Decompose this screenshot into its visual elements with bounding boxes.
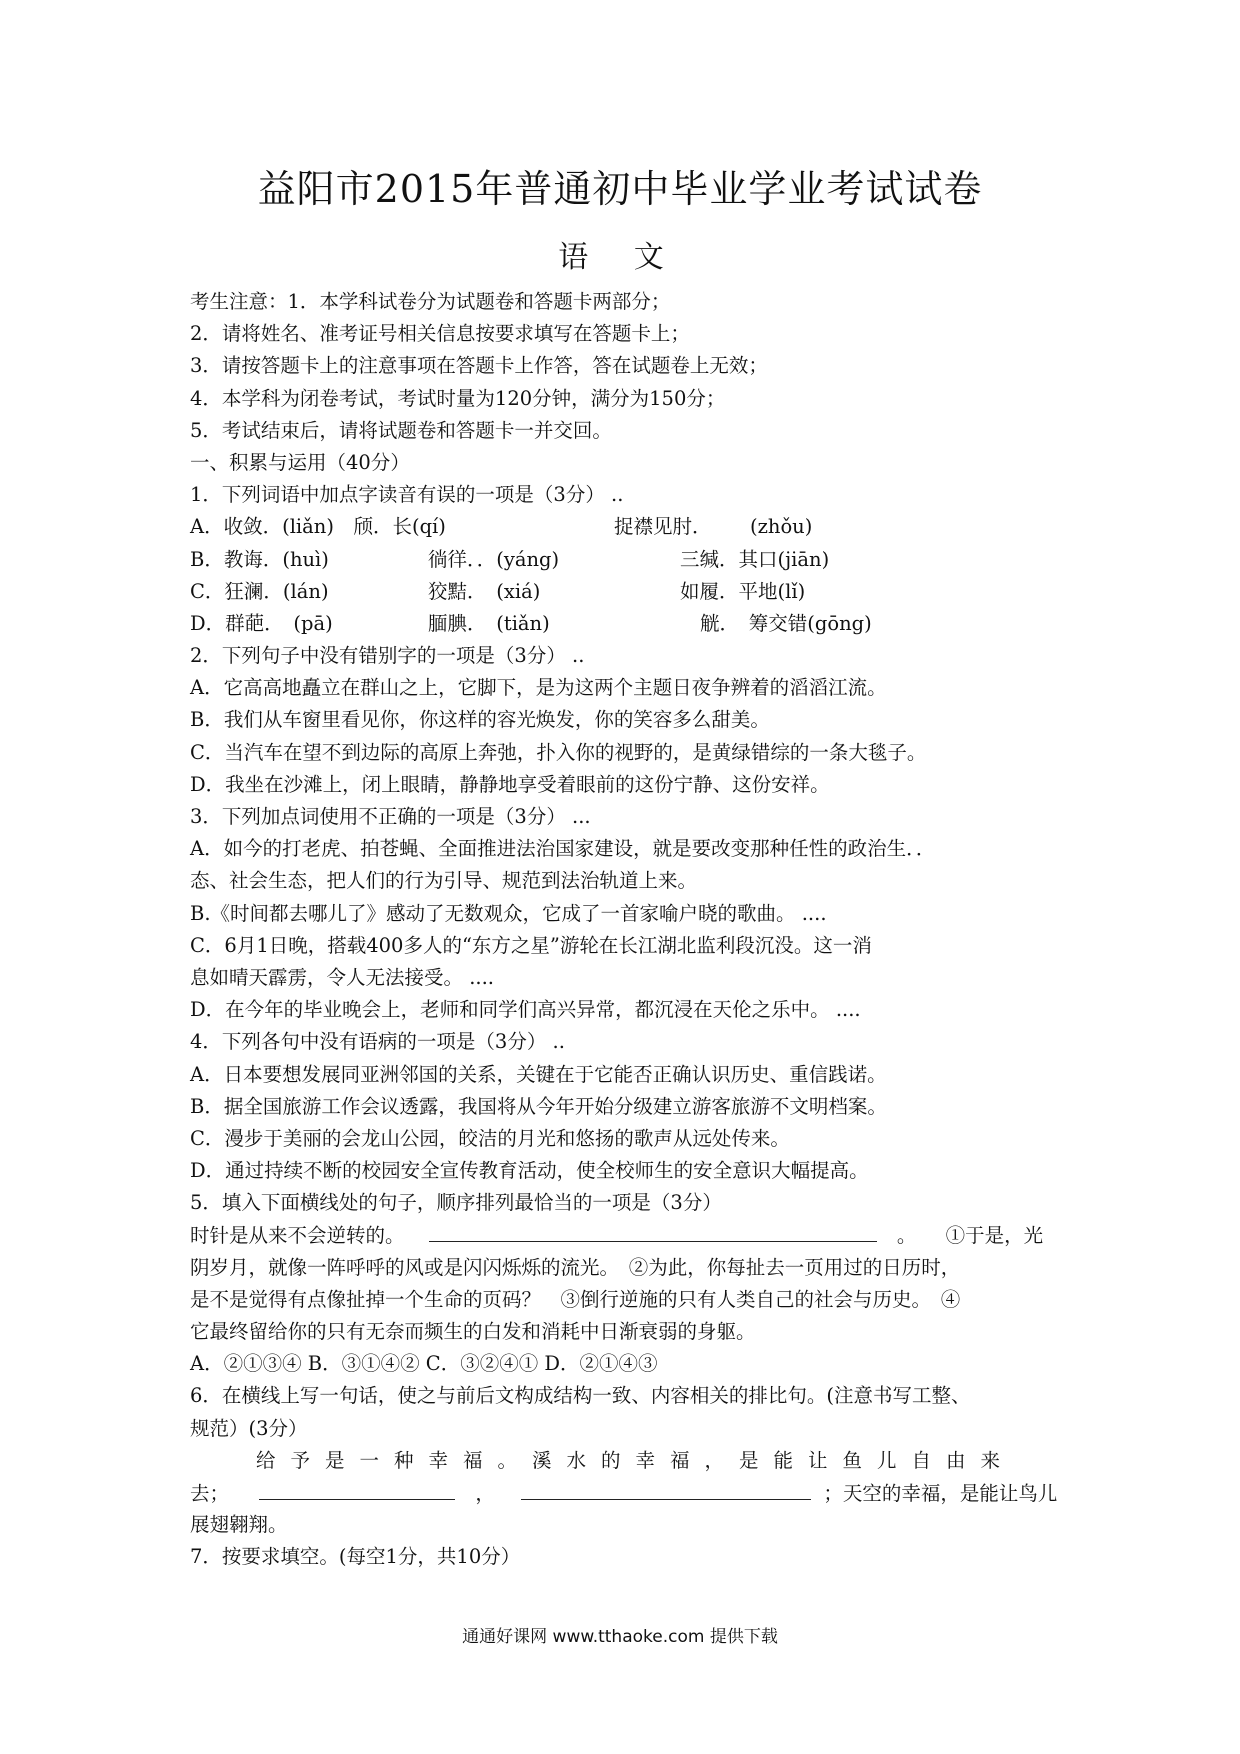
- question-5-line: 它最终留给你的只有无奈而频生的白发和消耗中日渐衰弱的身躯。: [190, 1320, 756, 1343]
- question-4-option: D．通过持续不断的校园安全宣传教育活动，使全校师生的安全意识大幅提高。: [190, 1159, 869, 1183]
- question-3-line: B.《时间都去哪儿了》感动了无数观众，它成了一首家喻户晓的歌曲。 ....: [190, 901, 827, 925]
- option-part: 徜徉．．(yáng): [428, 547, 560, 571]
- exam-content: [190, 286, 1062, 1574]
- section-heading: 一、积累与运用（40分）: [190, 450, 410, 474]
- question-5-stem: 5．填入下面横线处的句子，顺序排列最恰当的一项是（3分）: [190, 1191, 722, 1215]
- option-part: 腼腆． (tiǎn): [428, 611, 550, 635]
- option-part: B．教诲．(huì): [190, 547, 329, 571]
- notice-line: 5．考试结束后，请将试题卷和答题卡一并交回。: [190, 418, 612, 442]
- question-2-option: D．我坐在沙滩上，闭上眼睛，静静地享受着眼前的这份宁静、这份安祥。: [190, 772, 830, 796]
- question-6-paragraph: 展翅翱翔。: [190, 1513, 288, 1537]
- option-part: 狡黠． (xiá): [428, 579, 541, 603]
- question-2-option: A．它高高地矗立在群山之上，它脚下，是为这两个主题日夜争辨着的滔滔江流。: [190, 676, 887, 700]
- answer-blank[interactable]: [429, 1219, 877, 1242]
- question-5-line: 阴岁月，就像一阵呼呼的风或是闪闪烁烁的流光。 ②为此，你每扯去一页用过的日历时，: [190, 1255, 961, 1279]
- question-3-line: A．如今的打老虎、拍苍蝇、全面推进法治国家建设，就是要改变那种任性的政治生．．: [190, 837, 936, 861]
- notice-line: 2．请将姓名、准考证号相关信息按要求填写在答题卡上；: [190, 322, 690, 346]
- answer-blank[interactable]: [521, 1477, 811, 1500]
- question-5-line: 是不是觉得有点像扯掉一个生命的页码？ ③倒行逆施的只有人类自己的社会与历史。 ④: [190, 1287, 961, 1311]
- footer-text: 通通好课网 www.tthaoke.com 提供下载: [462, 1627, 778, 1647]
- notice-line: 考生注意：1．本学科试卷分为试题卷和答题卡两部分；: [190, 290, 671, 313]
- question-3-line: D．在今年的毕业晚会上，老师和同学们高兴异常，都沉浸在天伦之乐中。 ....: [190, 998, 861, 1022]
- q6-text: ；天空的幸福，是能让鸟儿: [823, 1481, 1058, 1505]
- question-4-option: B．据全国旅游工作会议透露，我国将从今年开始分级建立游客旅游不文明档案。: [190, 1094, 887, 1118]
- question-5-line-with-blank: [190, 1219, 1062, 1251]
- option-part: A．收敛．(liǎn) 颀．长(qí): [190, 515, 446, 539]
- question-2-option: B．我们从车窗里看见你，你这样的容光焕发，你的笑容多么甜美。: [190, 708, 770, 732]
- question-1-option-a: [190, 511, 1062, 543]
- question-1-option-d: [190, 608, 1062, 640]
- question-6-paragraph: 给予是一种幸福。溪水的幸福，是能让鱼儿自由来: [256, 1448, 1016, 1472]
- q5-text: 。 ①于是，光: [896, 1224, 1044, 1248]
- question-3-stem: 3．下列加点词使用不正确的一项是（3分） ...: [190, 805, 591, 828]
- option-part: 三缄．其口(jiān): [680, 547, 830, 571]
- question-3-line: C．6月1日晚，搭载400多人的“东方之星”游轮在长江湖北监利段沉没。这一消: [190, 933, 872, 957]
- answer-blank[interactable]: [259, 1477, 455, 1500]
- option-part: (zhǒu): [750, 515, 813, 539]
- notice-line: 4．本学科为闭卷考试，考试时量为120分钟，满分为150分；: [190, 386, 726, 410]
- option-part: D．群葩． (pā): [190, 611, 333, 635]
- question-1-option-b: [190, 544, 1062, 576]
- question-6-line-with-blanks: [190, 1477, 1062, 1509]
- question-3-line: 态、社会生态，把人们的行为引导、规范到法治轨道上来。: [190, 869, 698, 893]
- notice-line: 3．请按答题卡上的注意事项在答题卡上作答，答在试题卷上无效；: [190, 354, 768, 378]
- question-6-stem: 6．在横线上写一句话，使之与前后文构成结构一致、内容相关的排比句。(注意书写工整、: [190, 1384, 971, 1408]
- option-part: C．狂澜．(lán): [190, 579, 329, 603]
- question-2-option: C．当汽车在望不到边际的高原上奔弛，扑入你的视野的，是黄绿错综的一条大毯子。: [190, 740, 927, 764]
- question-4-stem: 4．下列各句中没有语病的一项是（3分） ..: [190, 1030, 565, 1054]
- option-part: 觥． 筹交错(gōng): [700, 611, 872, 635]
- option-part: 如履．平地(lǐ): [680, 579, 806, 603]
- question-7-stem: 7．按要求填空。(每空1分，共10分）: [190, 1545, 521, 1569]
- exam-title: 益阳市2015年普通初中毕业学业考试试卷: [257, 167, 983, 211]
- question-4-option: C．漫步于美丽的会龙山公园，皎洁的月光和悠扬的歌声从远处传来。: [190, 1126, 790, 1150]
- question-3-line: 息如晴天霹雳，令人无法接受。 ....: [190, 965, 494, 989]
- question-2-stem: 2．下列句子中没有错别字的一项是（3分） ..: [190, 644, 585, 668]
- question-1-option-c: [190, 576, 1062, 608]
- subject-title: 语 文: [558, 240, 682, 275]
- question-1-stem: 1．下列词语中加点字读音有误的一项是（3分） ..: [190, 483, 624, 507]
- question-5-choices: A．②①③④ B．③①④② C．③②④① D．②①④③: [190, 1352, 658, 1376]
- q5-text: 时针是从来不会逆转的。: [190, 1224, 405, 1248]
- question-6-stem: 规范）(3分）: [190, 1416, 308, 1440]
- q6-text: 去；: [190, 1481, 230, 1505]
- question-4-option: A．日本要想发展同亚洲邻国的关系，关键在于它能否正确认识历史、重信践诺。: [190, 1062, 887, 1086]
- q6-text: ，: [475, 1481, 495, 1505]
- option-part: 捉襟见肘．: [614, 515, 712, 539]
